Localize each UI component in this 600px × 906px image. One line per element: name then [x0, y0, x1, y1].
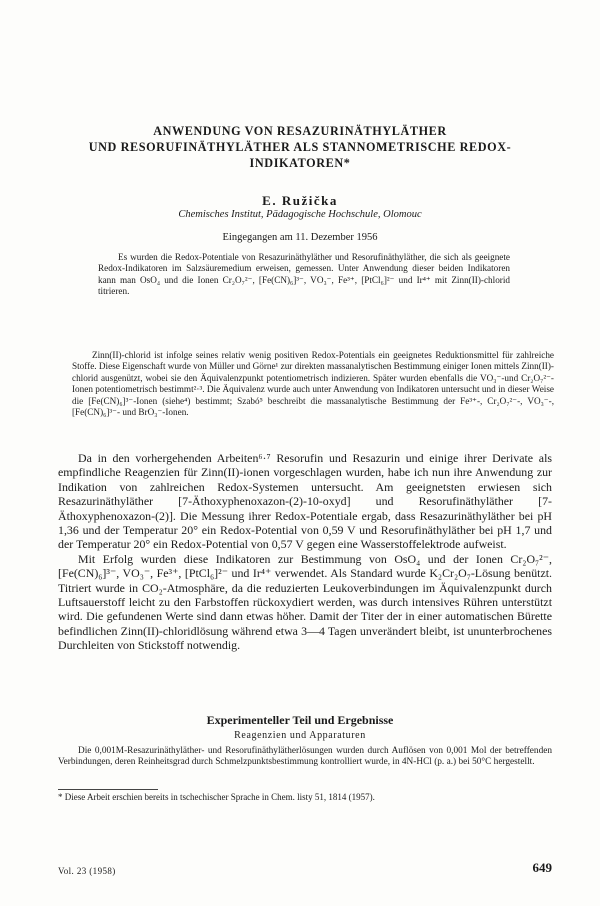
title-line-1: ANWENDUNG VON RESAZURINÄTHYLÄTHER: [153, 124, 447, 138]
title-line-2: UND RESORUFINÄTHYLÄTHER ALS STANNOMETRISCHE REDOX-: [88, 140, 512, 154]
main-text: [58, 451, 552, 653]
footnote-divider: [58, 789, 158, 790]
introduction: [72, 350, 554, 418]
intro-paragraph: Zinn(II)-chlorid ist infolge seines relativ wenig positiven Redox-Potentials ein geeignetes Reduktionsmittel für zahlreiche Stoffe. Diese Eigenschaft wurde von Müller und Görne¹ zur direkten massanalytischen Bestimmung einiger Ionen mittels Zinn(II)-chlorid ausgenützt, wobei sie den Äquivalenzpunkt potentiometrisch indizieren. Später wurden ebenfalls die VO₃⁻-und Cr₂O₇²⁻-Ionen potentiometrisch bestimmt²·³. Die Äquivalenz wurde auch unter Anwendung von Indikatoren untersucht und in dieser Weise die [Fe(CN)₆]³⁻-Ionen (siehe⁴) bestimmt; Szabó⁵ beschreibt die massanalytische Bestimmung der Fe³⁺-, Cr₂O₇²⁻-, VO₃⁻-, [Fe(CN)₆]³⁻- und BrO₃⁻-Ionen.: [72, 350, 554, 418]
main-paragraph-1: Da in den vorhergehenden Arbeiten⁶·⁷ Resorufin und Resazurin und einige ihrer Derivate als empfindliche Reagenzien für Zinn(II)-ionen vorgeschlagen wurden, habe ich nun ihre Anwendung zur Indikation von zahlreichen Redox-Systemen untersucht. Am geeignetsten erwiesen sich Resazurinäthyläther [7-Äthoxyphenoxazon-(2)-10-oxyd] und Resorufinäthyläther [7-Äthoxyphenoxazon-(2)]. Die Messung ihrer Redox-Potentiale ergab, dass Resazurinäthyläther bei pH 1,36 und der Temperatur 20° ein Redox-Potential von 0,59 V und Resorufinäthyläther bei pH 1,7 und der Temperatur 20° ein Redox-Potential von 0,57 V gegen eine Wasserstoffelektrode aufweist.: [58, 451, 552, 552]
section-heading: Experimenteller Teil und Ergebnisse: [206, 713, 394, 727]
experimental-paragraph: Die 0,001M-Resazurinäthyläther- und Resorufinäthylätherlösungen wurden durch Auflösen von 0,001 Mol der betreffenden Verbindungen, deren Reinheitsgrad durch Schmelzpunktsbestimmung kontrolliert wurde, in 4N-HCl (p. a.) bei 50°C hergestellt.: [58, 746, 552, 768]
journal-volume: Vol. 23 (1958): [58, 866, 116, 876]
main-paragraph-2: Mit Erfolg wurden diese Indikatoren zur Bestimmung von OsO₄ und der Ionen Cr₂O₇²⁻, [Fe(CN)₆]³⁻, VO₃⁻, Fe³⁺, [PtCl₆]²⁻ und Ir⁴⁺ verwendet. Als Standard wurde K₂Cr₂O₇-Lösung benützt. Titriert wurde in CO₂-Atmosphäre, da die reduzierten Leukoverbindungen im Äquivalenzpunkt durch Luftsauerstoff leicht zu den Farbstoffen rückoxydiert werden, was durch intensives Rühren unterstützt wird. Die gefundenen Werte sind dann etwas höher. Damit der Titer der in einer automatischen Bürette befindlichen Zinn(II)-chloridlösung während etwa 3—4 Tagen unverändert bleibt, ist ununterbrochenes Durchleiten von Stickstoff notwendig.: [58, 551, 552, 653]
abstract-text: Es wurden die Redox-Potentiale von Resazurinäthyläther und Resorufinäthyläther, die sich als geeignete Redox-Indikatoren im Salzsäuremedium erweisen, gemessen. Unter Anwendung dieser beiden Indikatoren kann man OsO₄ und die Ionen Cr₂O₇²⁻, [Fe(CN)₆]³⁻, VO₃⁻, Fe³⁺, [PtCl₆]²⁻ und Ir⁴⁺ mit Zinn(II)-chlorid titrieren.: [98, 252, 510, 297]
subsection-heading: Reagenzien und Apparaturen: [234, 730, 366, 741]
author-affiliation: Chemisches Institut, Pädagogische Hochschule, Olomouc: [178, 209, 422, 220]
received-date: Eingegangen am 11. Dezember 1956: [222, 232, 378, 243]
title-line-3: INDIKATOREN*: [249, 156, 351, 170]
page-number: 649: [532, 860, 552, 875]
experimental-section: [58, 746, 552, 769]
author-name: E. Ružička: [262, 193, 338, 208]
abstract: [98, 252, 510, 298]
footnote: * Diese Arbeit erschien bereits in tschechischer Sprache in Chem. listy 51, 1814 (1957).: [58, 792, 375, 802]
